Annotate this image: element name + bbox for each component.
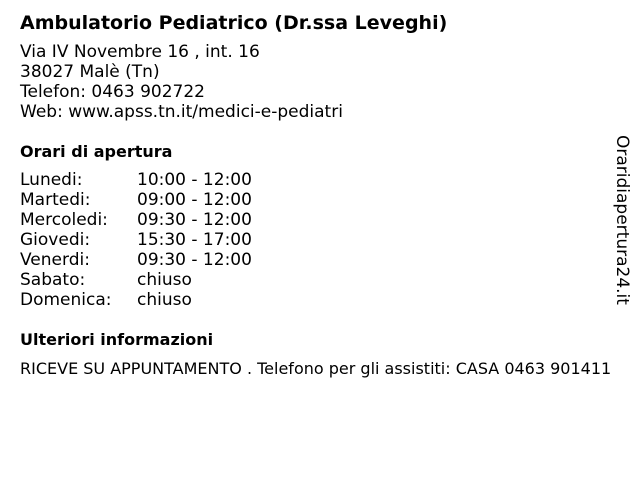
hours-row <box>20 230 620 250</box>
hours-time: 09:30 - 12:00 <box>137 250 252 270</box>
address-phone: Telefon: 0463 902722 <box>20 82 205 102</box>
page-title: Ambulatorio Pediatrico (Dr.ssa Leveghi) <box>20 12 448 34</box>
address-web: Web: www.apss.tn.it/medici-e-pediatri <box>20 102 343 122</box>
hours-time: 09:00 - 12:00 <box>137 190 252 210</box>
hours-row <box>20 250 620 270</box>
hours-day: Venerdi: <box>20 250 90 270</box>
hours-day: Martedi: <box>20 190 91 210</box>
hours-row <box>20 190 620 210</box>
address-street: Via IV Novembre 16 , int. 16 <box>20 42 260 62</box>
hours-row <box>20 170 620 190</box>
watermark <box>608 135 636 313</box>
address-block <box>20 42 620 122</box>
hours-row <box>20 210 620 230</box>
hours-day: Domenica: <box>20 290 112 310</box>
hours-time: chiuso <box>137 290 192 310</box>
hours-time: 15:30 - 17:00 <box>137 230 252 250</box>
hours-day: Giovedi: <box>20 230 91 250</box>
hours-time: chiuso <box>137 270 192 290</box>
hours-row <box>20 270 620 290</box>
content-area <box>20 10 620 379</box>
watermark-text: Oraridiapertura24.it <box>612 135 632 305</box>
more-info-heading: Ulteriori informazioni <box>20 330 214 349</box>
address-city: 38027 Malè (Tn) <box>20 62 160 82</box>
more-info-text: RICEVE SU APPUNTAMENTO . Telefono per gli assistiti: CASA 0463 901411 <box>20 359 612 378</box>
hours-time: 09:30 - 12:00 <box>137 210 252 230</box>
opening-hours-table <box>20 170 620 310</box>
opening-hours-heading: Orari di apertura <box>20 142 173 161</box>
hours-day: Lunedi: <box>20 170 83 190</box>
hours-row <box>20 290 620 310</box>
hours-day: Mercoledi: <box>20 210 108 230</box>
hours-time: 10:00 - 12:00 <box>137 170 252 190</box>
hours-day: Sabato: <box>20 270 86 290</box>
